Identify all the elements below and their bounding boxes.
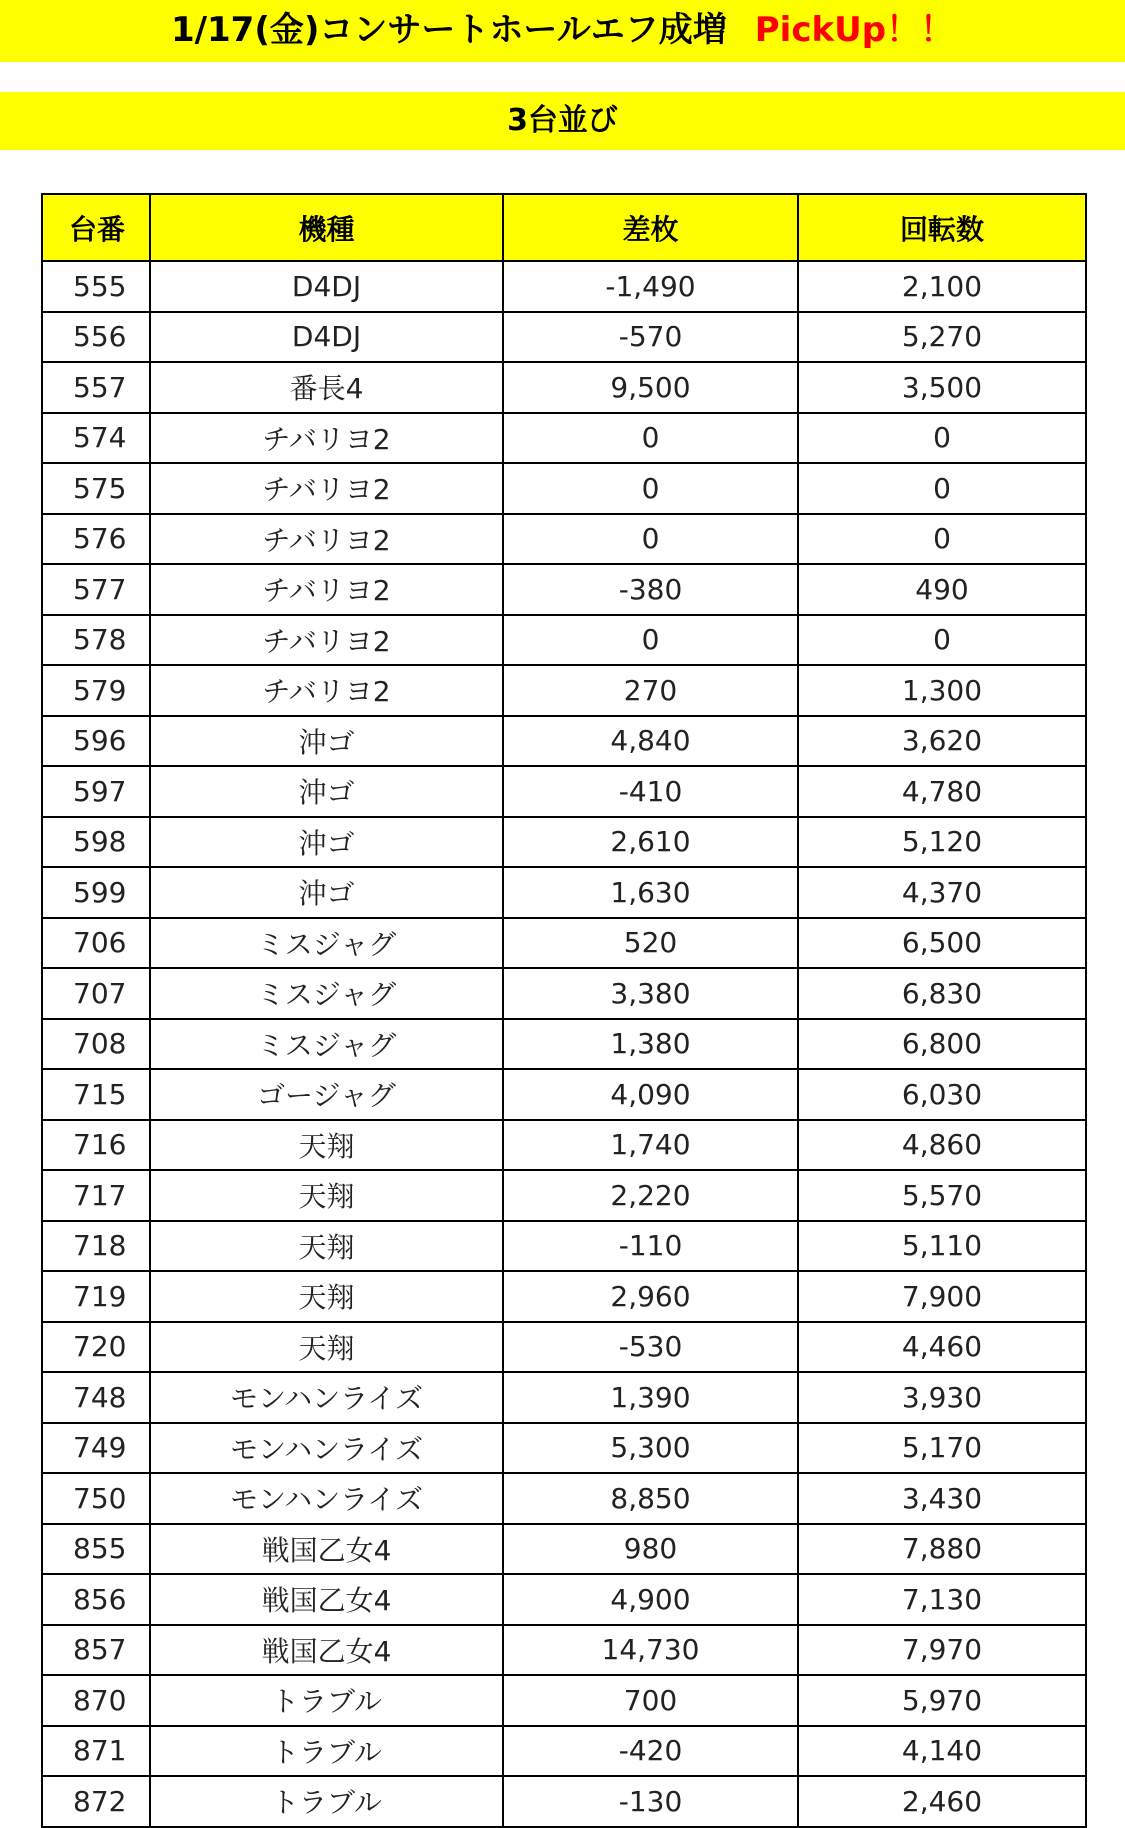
coin-difference-cell: 9,500 <box>503 362 798 413</box>
machine-number-cell: 575 <box>42 463 150 514</box>
coin-difference-cell: -530 <box>503 1322 798 1373</box>
model-cell: チバリヨ2 <box>150 615 503 666</box>
spin-count-cell: 0 <box>798 463 1086 514</box>
coin-difference-cell: 700 <box>503 1675 798 1726</box>
machine-number-cell: 750 <box>42 1473 150 1524</box>
model-cell: 沖ゴ <box>150 766 503 817</box>
table-body <box>42 261 1086 1827</box>
machine-number-cell: 720 <box>42 1322 150 1373</box>
coin-difference-cell: 1,630 <box>503 867 798 918</box>
spin-count-cell: 7,130 <box>798 1574 1086 1625</box>
model-cell: ミスジャグ <box>150 918 503 969</box>
model-cell: ミスジャグ <box>150 968 503 1019</box>
spin-count-cell: 5,170 <box>798 1423 1086 1474</box>
machine-number-cell: 708 <box>42 1019 150 1070</box>
coin-difference-cell: 1,380 <box>503 1019 798 1070</box>
machine-number-cell: 748 <box>42 1372 150 1423</box>
table-row <box>42 1221 1086 1272</box>
coin-difference-cell: 2,610 <box>503 817 798 868</box>
model-cell: モンハンライズ <box>150 1473 503 1524</box>
spin-count-cell: 490 <box>798 564 1086 615</box>
model-cell: 天翔 <box>150 1120 503 1171</box>
spin-count-cell: 0 <box>798 413 1086 464</box>
table-row <box>42 1019 1086 1070</box>
machine-number-cell: 871 <box>42 1726 150 1777</box>
table-row <box>42 362 1086 413</box>
table-row <box>42 1170 1086 1221</box>
coin-difference-cell: 980 <box>503 1524 798 1575</box>
machine-number-cell: 596 <box>42 716 150 767</box>
table-row <box>42 261 1086 312</box>
machine-number-cell: 855 <box>42 1524 150 1575</box>
spin-count-cell: 7,970 <box>798 1625 1086 1676</box>
model-cell: 天翔 <box>150 1221 503 1272</box>
spin-count-cell: 4,370 <box>798 867 1086 918</box>
page-title: 1/17(金)コンサートホールエフ成増 <box>170 10 727 50</box>
table-row <box>42 514 1086 565</box>
table-row <box>42 1625 1086 1676</box>
spin-count-cell: 5,970 <box>798 1675 1086 1726</box>
spin-count-cell: 4,780 <box>798 766 1086 817</box>
model-cell: 天翔 <box>150 1322 503 1373</box>
spin-count-cell: 6,030 <box>798 1069 1086 1120</box>
spin-count-cell: 3,930 <box>798 1372 1086 1423</box>
model-cell: トラブル <box>150 1776 503 1827</box>
machine-number-cell: 557 <box>42 362 150 413</box>
table-row <box>42 312 1086 363</box>
coin-difference-cell: 4,090 <box>503 1069 798 1120</box>
machine-number-cell: 856 <box>42 1574 150 1625</box>
machine-number-cell: 718 <box>42 1221 150 1272</box>
spin-count-cell: 2,100 <box>798 261 1086 312</box>
table-row <box>42 716 1086 767</box>
table-row <box>42 1726 1086 1777</box>
machine-number-cell: 576 <box>42 514 150 565</box>
coin-difference-cell: 520 <box>503 918 798 969</box>
model-cell: モンハンライズ <box>150 1423 503 1474</box>
model-cell: 沖ゴ <box>150 716 503 767</box>
page-subtitle: 3台並び <box>507 103 618 138</box>
machine-number-cell: 598 <box>42 817 150 868</box>
coin-difference-cell: -1,490 <box>503 261 798 312</box>
table-row <box>42 615 1086 666</box>
coin-difference-cell: 1,740 <box>503 1120 798 1171</box>
machine-number-cell: 706 <box>42 918 150 969</box>
spin-count-cell: 4,140 <box>798 1726 1086 1777</box>
model-cell: 天翔 <box>150 1271 503 1322</box>
table-row <box>42 564 1086 615</box>
coin-difference-cell: -130 <box>503 1776 798 1827</box>
coin-difference-cell: -110 <box>503 1221 798 1272</box>
spin-count-cell: 4,860 <box>798 1120 1086 1171</box>
machine-number-cell: 574 <box>42 413 150 464</box>
table-row <box>42 1069 1086 1120</box>
model-cell: D4DJ <box>150 312 503 363</box>
spin-count-cell: 5,110 <box>798 1221 1086 1272</box>
coin-difference-cell: 0 <box>503 514 798 565</box>
model-cell: チバリヨ2 <box>150 413 503 464</box>
spin-count-cell: 7,900 <box>798 1271 1086 1322</box>
results-table <box>41 193 1087 1828</box>
spin-count-cell: 3,500 <box>798 362 1086 413</box>
model-cell: 沖ゴ <box>150 817 503 868</box>
column-header-coin-difference: 差枚 <box>503 194 798 261</box>
pickup-label: PickUp！！ <box>754 10 955 50</box>
coin-difference-cell: 2,220 <box>503 1170 798 1221</box>
coin-difference-cell: 270 <box>503 665 798 716</box>
model-cell: ミスジャグ <box>150 1019 503 1070</box>
machine-number-cell: 719 <box>42 1271 150 1322</box>
coin-difference-cell: 0 <box>503 413 798 464</box>
table-row <box>42 463 1086 514</box>
column-header-spin-count: 回転数 <box>798 194 1086 261</box>
table-row <box>42 1372 1086 1423</box>
table-row <box>42 1473 1086 1524</box>
coin-difference-cell: 4,840 <box>503 716 798 767</box>
model-cell: ゴージャグ <box>150 1069 503 1120</box>
spin-count-cell: 7,880 <box>798 1524 1086 1575</box>
model-cell: モンハンライズ <box>150 1372 503 1423</box>
machine-number-cell: 872 <box>42 1776 150 1827</box>
model-cell: チバリヨ2 <box>150 665 503 716</box>
spin-count-cell: 2,460 <box>798 1776 1086 1827</box>
spin-count-cell: 5,270 <box>798 312 1086 363</box>
coin-difference-cell: -410 <box>503 766 798 817</box>
machine-number-cell: 577 <box>42 564 150 615</box>
spin-count-cell: 0 <box>798 514 1086 565</box>
machine-number-cell: 749 <box>42 1423 150 1474</box>
model-cell: トラブル <box>150 1675 503 1726</box>
spin-count-cell: 3,430 <box>798 1473 1086 1524</box>
spin-count-cell: 6,800 <box>798 1019 1086 1070</box>
coin-difference-cell: -570 <box>503 312 798 363</box>
spin-count-cell: 6,830 <box>798 968 1086 1019</box>
coin-difference-cell: 2,960 <box>503 1271 798 1322</box>
coin-difference-cell: -380 <box>503 564 798 615</box>
coin-difference-cell: 1,390 <box>503 1372 798 1423</box>
table-row <box>42 766 1086 817</box>
machine-number-cell: 555 <box>42 261 150 312</box>
table-row <box>42 1776 1086 1827</box>
spin-count-cell: 0 <box>798 615 1086 666</box>
machine-number-cell: 579 <box>42 665 150 716</box>
model-cell: 戦国乙女4 <box>150 1625 503 1676</box>
table-row <box>42 413 1086 464</box>
title-banner <box>0 0 1125 62</box>
model-cell: 戦国乙女4 <box>150 1524 503 1575</box>
machine-number-cell: 707 <box>42 968 150 1019</box>
table-row <box>42 1524 1086 1575</box>
table-row <box>42 867 1086 918</box>
model-cell: 天翔 <box>150 1170 503 1221</box>
spin-count-cell: 1,300 <box>798 665 1086 716</box>
table-row <box>42 1322 1086 1373</box>
spin-count-cell: 4,460 <box>798 1322 1086 1373</box>
table-row <box>42 1120 1086 1171</box>
table-header-row <box>42 194 1086 261</box>
coin-difference-cell: -420 <box>503 1726 798 1777</box>
table-row <box>42 918 1086 969</box>
model-cell: チバリヨ2 <box>150 514 503 565</box>
model-cell: D4DJ <box>150 261 503 312</box>
coin-difference-cell: 8,850 <box>503 1473 798 1524</box>
machine-number-cell: 857 <box>42 1625 150 1676</box>
coin-difference-cell: 14,730 <box>503 1625 798 1676</box>
machine-number-cell: 715 <box>42 1069 150 1120</box>
model-cell: チバリヨ2 <box>150 463 503 514</box>
model-cell: 番長4 <box>150 362 503 413</box>
spin-count-cell: 5,570 <box>798 1170 1086 1221</box>
model-cell: 沖ゴ <box>150 867 503 918</box>
machine-number-cell: 599 <box>42 867 150 918</box>
column-header-machine-number: 台番 <box>42 194 150 261</box>
coin-difference-cell: 0 <box>503 463 798 514</box>
column-header-model: 機種 <box>150 194 503 261</box>
spin-count-cell: 5,120 <box>798 817 1086 868</box>
model-cell: トラブル <box>150 1726 503 1777</box>
subtitle-banner <box>0 92 1125 150</box>
machine-number-cell: 870 <box>42 1675 150 1726</box>
model-cell: 戦国乙女4 <box>150 1574 503 1625</box>
coin-difference-cell: 3,380 <box>503 968 798 1019</box>
table-row <box>42 1271 1086 1322</box>
table-row <box>42 665 1086 716</box>
machine-number-cell: 578 <box>42 615 150 666</box>
machine-number-cell: 556 <box>42 312 150 363</box>
coin-difference-cell: 4,900 <box>503 1574 798 1625</box>
table-row <box>42 1574 1086 1625</box>
table-row <box>42 1675 1086 1726</box>
table-row <box>42 1423 1086 1474</box>
coin-difference-cell: 0 <box>503 615 798 666</box>
table-row <box>42 968 1086 1019</box>
machine-number-cell: 597 <box>42 766 150 817</box>
coin-difference-cell: 5,300 <box>503 1423 798 1474</box>
model-cell: チバリヨ2 <box>150 564 503 615</box>
spin-count-cell: 6,500 <box>798 918 1086 969</box>
machine-number-cell: 717 <box>42 1170 150 1221</box>
spin-count-cell: 3,620 <box>798 716 1086 767</box>
machine-number-cell: 716 <box>42 1120 150 1171</box>
table-row <box>42 817 1086 868</box>
